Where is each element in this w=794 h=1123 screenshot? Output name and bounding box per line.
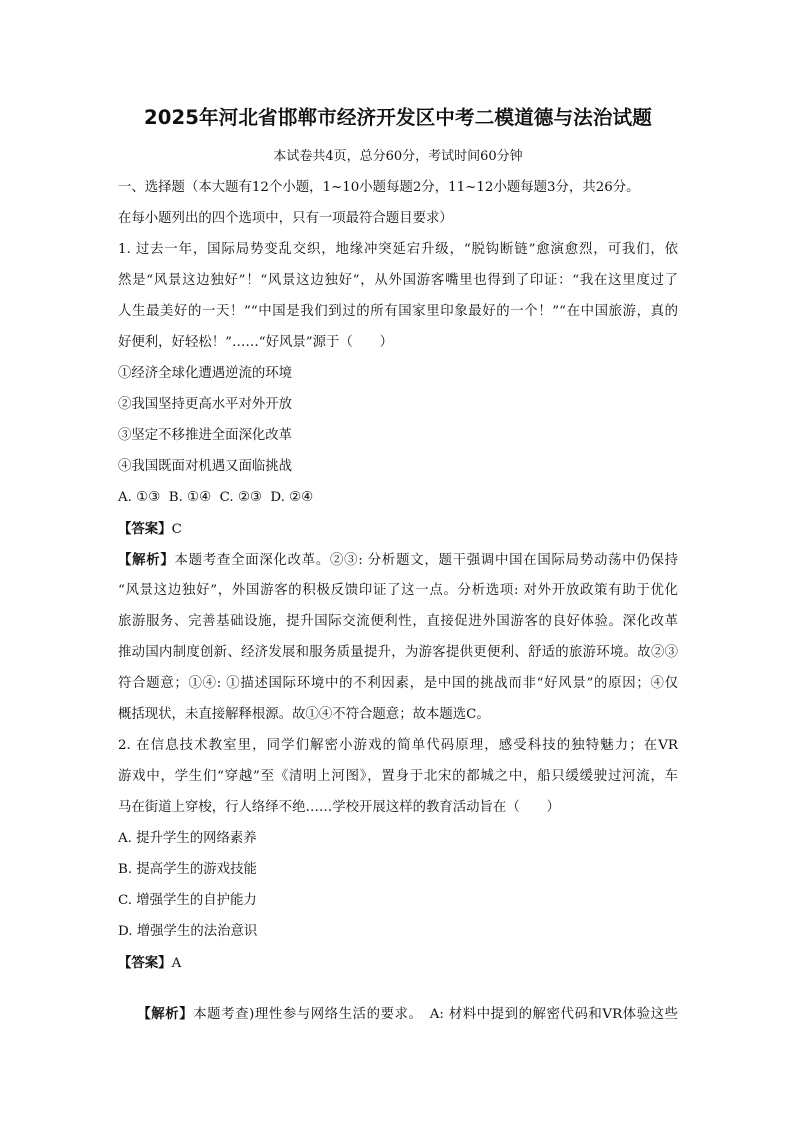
q1-answer <box>118 519 678 540</box>
q2-analysis-line <box>118 984 678 1045</box>
q2-answer <box>118 953 678 974</box>
answer-value: C <box>171 522 182 537</box>
q2-option: B. 提高学生的游戏技能 <box>118 862 257 877</box>
analysis-tag: 【解析】 <box>118 552 175 568</box>
q1-stem-line: 然是“风景这边独好”！“风景这边独好”，从外国游客嘴里也得到了印证：“我在这里度过了 <box>118 273 678 288</box>
q2-stem-line: 2. 在信息技术教室里，同学们解密小游戏的简单代码原理，感受科技的独特魅力；在VR <box>118 738 678 753</box>
q1-choices: A. ①③ B. ①④ C. ②③ D. ②④ <box>118 490 314 505</box>
page-title: 2025年河北省邯郸市经济开发区中考二模道德与法治试题 <box>144 106 652 129</box>
analysis-tag: 【解析】 <box>137 1006 194 1022</box>
q1-stem-line: 1. 过去一年，国际局势变乱交织，地缘冲突延宕升级，“脱钩断链”愈演愈烈，可我们，依 <box>118 242 678 257</box>
q2-stem-line: 马在街道上穿梭，行人络绎不绝……学校开展这样的教育活动旨在（ ） <box>118 800 560 815</box>
q1-analysis-line: 推动国内制度创新、经济发展和服务质量提升，为游客提供更便利、舒适的旅游环境。故②③ <box>118 645 678 660</box>
q1-analysis-line: “风景这边独好”，外国游客的积极反馈印证了这一点。分析选项: 对外开放政策有助于优化 <box>118 583 678 598</box>
analysis-text: 本题考查全面深化改革。②③: 分析题文，题干强调中国在国际局势动荡中仍保持 <box>174 553 679 568</box>
exam-info: 本试卷共4页，总分60分，考试时间60分钟 <box>273 149 523 164</box>
answer-tag: 【答案】 <box>118 955 172 971</box>
q1-analysis-line <box>118 550 678 571</box>
analysis-text: 本题考查)理性参与网络生活的要求。 A: 材料中提到的解密代码和VR体验这些 <box>193 1007 679 1022</box>
answer-value: A <box>171 956 182 971</box>
q1-stem-line: 人生最美好的一天！”“中国是我们到过的所有国家里印象最好的一个！”“在中国旅游，真的 <box>118 304 678 319</box>
q1-analysis-line: 旅游服务、完善基础设施，提升国际交流便利性，直接促进外国游客的良好体验。深化改革 <box>118 614 678 629</box>
section-heading: 一、选择题（本大题有12个小题，1~10小题每题2分，11~12小题每题3分，共26分。 <box>118 180 640 195</box>
q1-statement: ④我国既面对机遇又面临挑战 <box>118 459 293 474</box>
q2-option: C. 增强学生的自护能力 <box>118 893 257 908</box>
q1-stem-line: 好便利，好轻松！”……“好风景”源于（ ） <box>118 335 393 350</box>
q1-analysis-line: 符合题意；①④: ①描述国际环境中的不利因素，是中国的挑战而非“好风景”的原因；④仅 <box>118 676 678 691</box>
q1-analysis-line: 概括现状，未直接解释根源。故①④不符合题意；故本题选C。 <box>118 707 490 722</box>
q1-statement: ③坚定不移推进全面深化改革 <box>118 428 293 443</box>
q1-statement: ①经济全球化遭遇逆流的环境 <box>118 366 293 381</box>
q2-option: D. 增强学生的法治意识 <box>118 924 258 939</box>
section-instruction: 在每小题列出的四个选项中，只有一项最符合题目要求） <box>118 211 453 226</box>
q2-stem-line: 游戏中，学生们“穿越”至《清明上河图》，置身于北宋的都城之中，船只缓缓驶过河流，车 <box>118 769 678 784</box>
q1-statement: ②我国坚持更高水平对外开放 <box>118 397 293 412</box>
answer-tag: 【答案】 <box>118 521 172 537</box>
q2-option: A. 提升学生的网络素养 <box>118 831 257 846</box>
